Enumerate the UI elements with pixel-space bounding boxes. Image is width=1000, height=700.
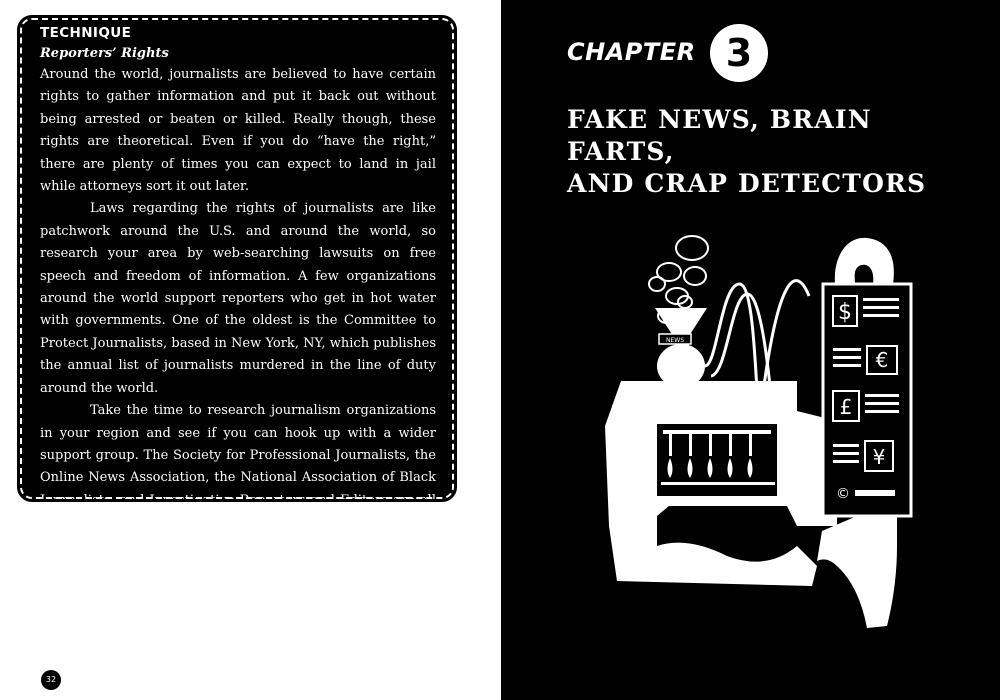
euro-icon: € [875, 348, 889, 372]
right-page [501, 0, 1000, 700]
dollar-icon: $ [838, 300, 852, 325]
sidebar-paragraph-3: Take the time to research journalism organizations in your region and see if you can hook up with a wider support group. The Society for Professional Journalists, the Online News Association, the National Association of Black Journalists, and Investigative Reporters and Editors are all longtime organizations that might give you support you need in journalistic tangles. Look them up. [40, 403, 436, 553]
copyright-icon: © [836, 486, 850, 502]
news-funnel [655, 308, 707, 388]
chapter-title-line-2: AND CRAP DETECTORS [567, 169, 927, 198]
sidebar-subheading: Reporters’ Rights [40, 46, 169, 61]
funnel-label: NEWS [665, 337, 685, 344]
news-machine-illustration [597, 226, 917, 636]
page-number: 32 [41, 670, 61, 690]
pound-icon: £ [839, 395, 853, 419]
chapter-title [567, 104, 967, 200]
chapter-title-line-1: FAKE NEWS, BRAIN FARTS, [567, 105, 872, 166]
sidebar-heading: TECHNIQUE [40, 25, 132, 41]
chapter-number-badge: 3 [710, 24, 768, 82]
money-tower [823, 238, 911, 516]
technique-sidebar [20, 18, 454, 553]
sidebar-paragraph-2: Laws regarding the rights of journalists are like patchwork around the U.S. and around the world, so research your area by web-searching lawsuits on free speech and freedom of information. A few organizations around the world support reporters who get in hot water with governments. One of the oldest is the Committee to Protect Journalists, based in New York, NY, which publishes the annual list of journalists murdered in the line of duty around the world. [40, 201, 436, 396]
yen-icon: ¥ [872, 445, 886, 469]
chapter-label: CHAPTER [567, 38, 696, 66]
exhaust-chute [817, 516, 897, 628]
sidebar-paragraph-1: Around the world, journalists are believed to have certain rights to gather information and put it back out without being arrested or beaten or killed. Really though, these rights are theoretical. Even if you do “have the right,” there are plenty of times you can expect to land in jail while attorneys sort it out later. [40, 67, 436, 195]
